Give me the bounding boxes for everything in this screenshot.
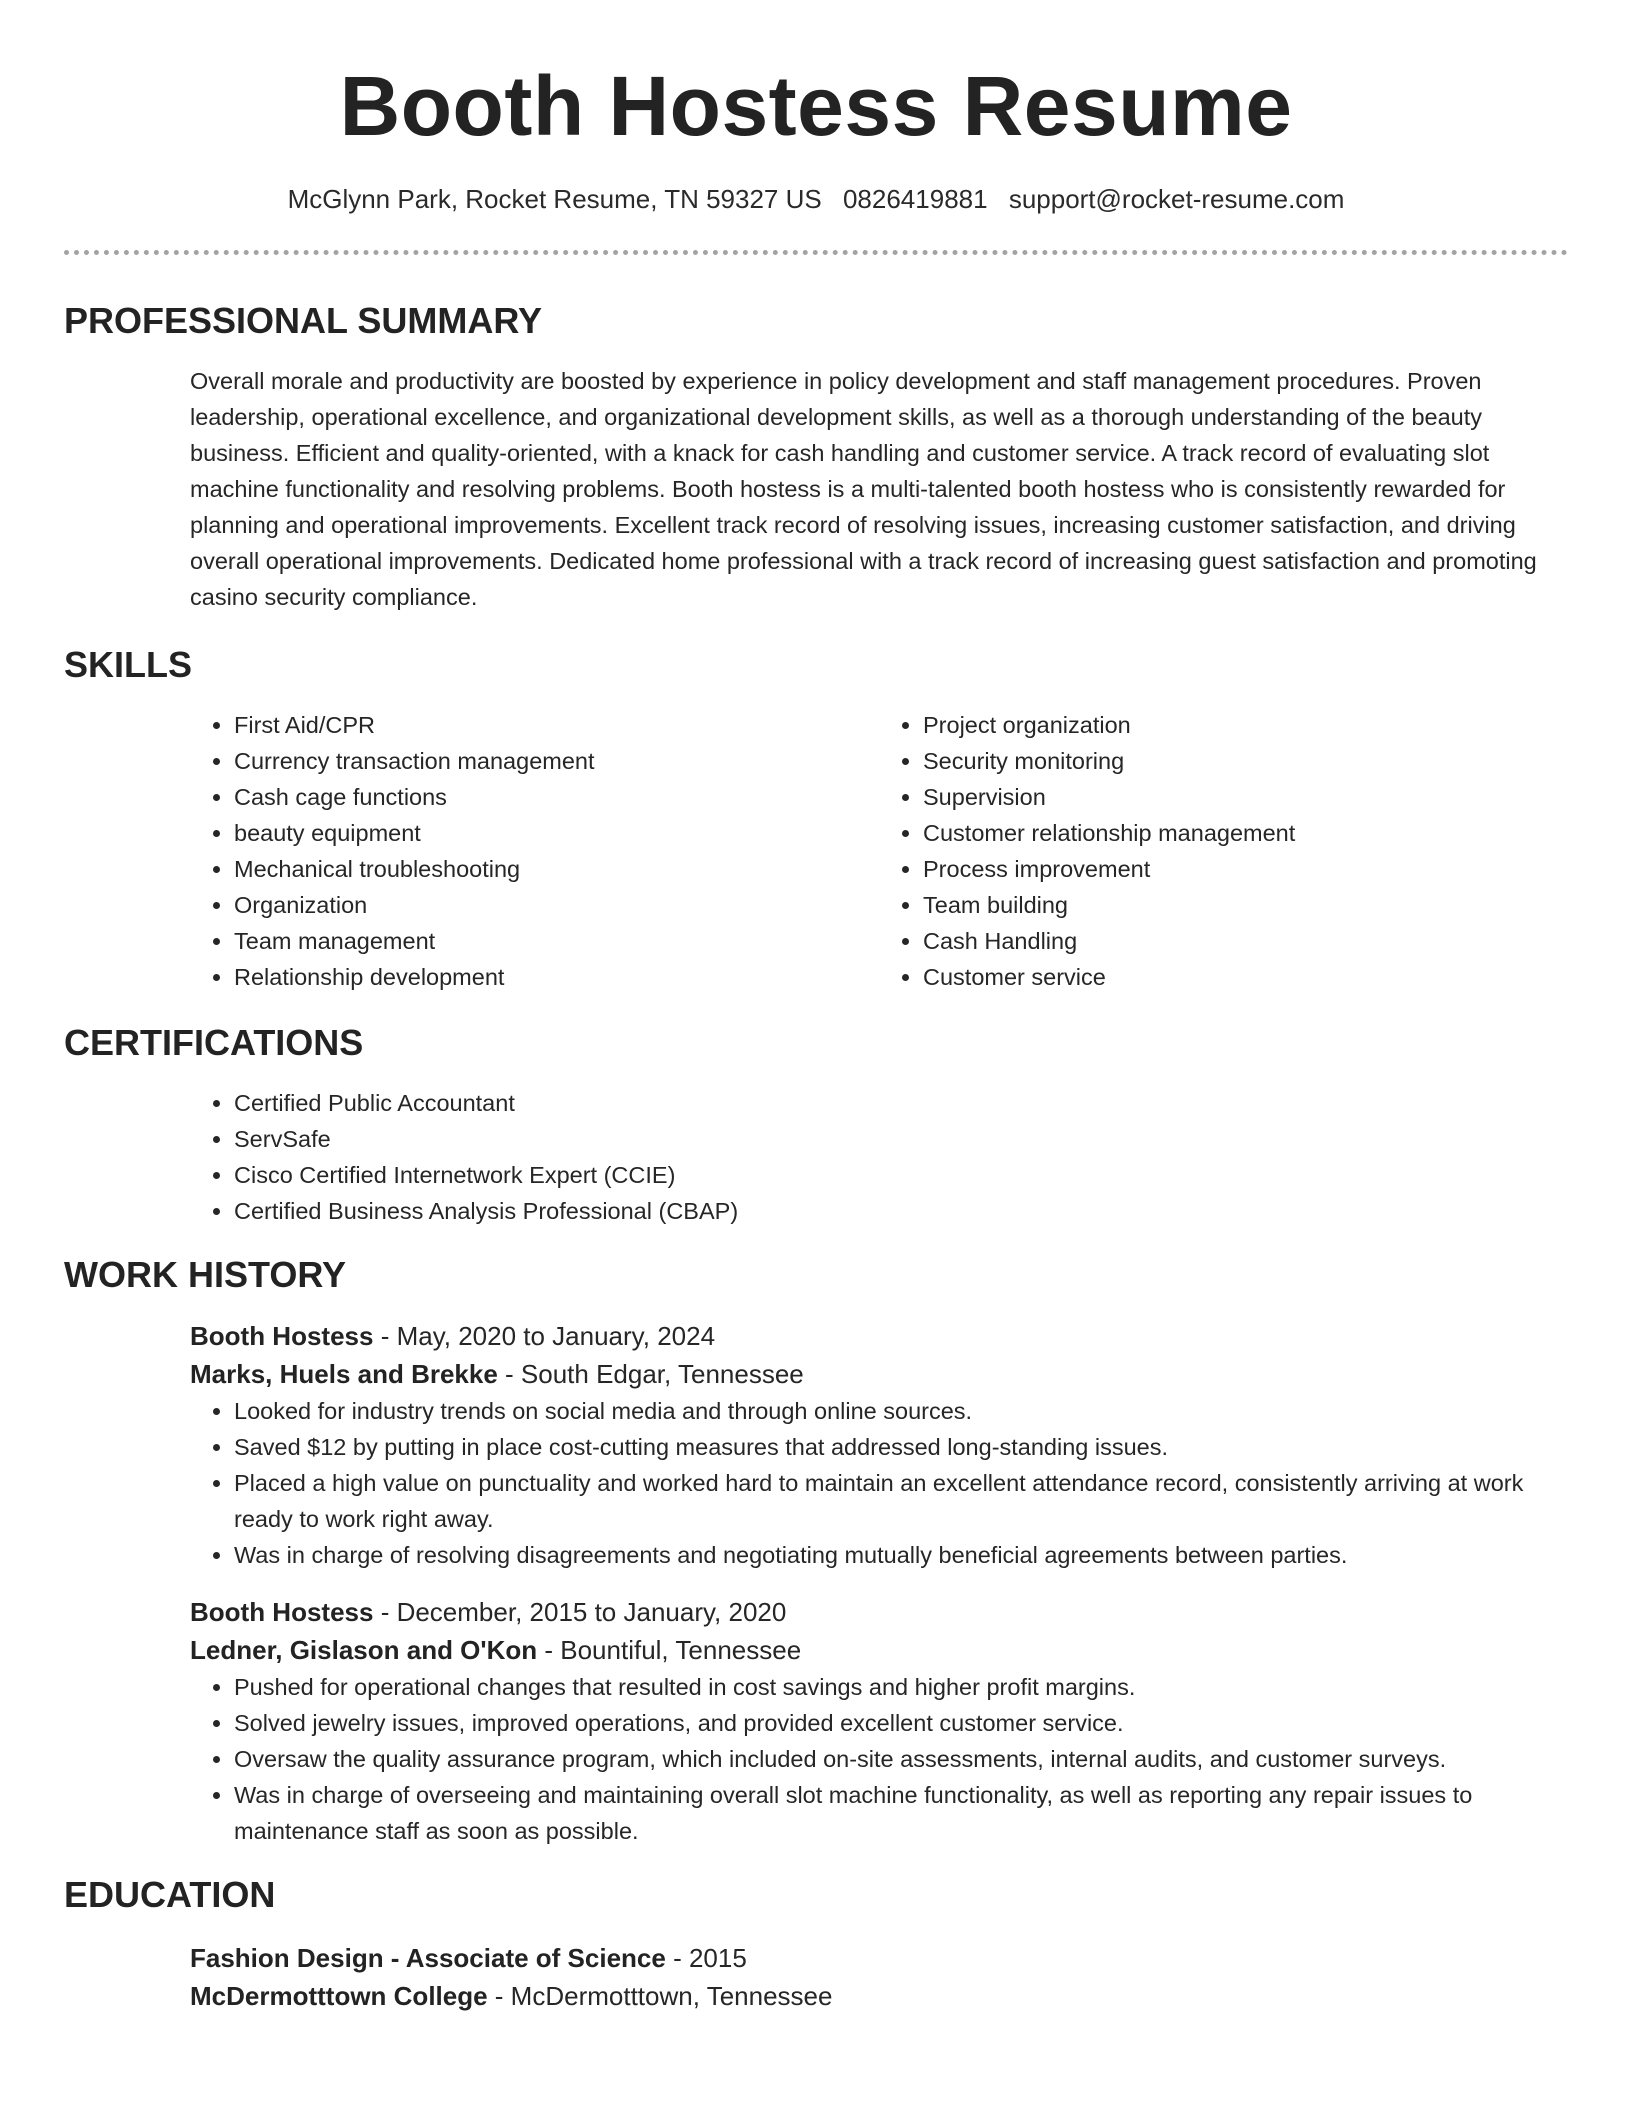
- degree-line: [190, 1939, 1568, 1977]
- job-duty-item: • Solved jewelry issues, improved operations, and provided excellent customer service.: [234, 1705, 1568, 1741]
- job-company: Ledner, Gislason and O'Kon: [190, 1635, 538, 1665]
- job-duty-item: • Oversaw the quality assurance program, which included on-site assessments, internal audits, and customer surveys.: [234, 1741, 1568, 1777]
- header-divider: [64, 250, 1568, 255]
- section-heading-skills: SKILLS: [64, 644, 193, 685]
- education-entry: [190, 1939, 1568, 2015]
- skill-item: • Customer service: [923, 959, 1568, 995]
- skill-item: • Security monitoring: [923, 743, 1568, 779]
- certifications-section: [64, 1021, 1568, 1229]
- job-duty-item: • Was in charge of resolving disagreements and negotiating mutually beneficial agreements between parties.: [234, 1537, 1568, 1573]
- school-line: [190, 1977, 1568, 2015]
- graduation-year: - 2015: [665, 1943, 747, 1973]
- work-history-section: [64, 1253, 1568, 1849]
- job-entry: [190, 1317, 1568, 1573]
- skill-item: • Cash Handling: [923, 923, 1568, 959]
- job-dates: - May, 2020 to January, 2024: [373, 1321, 716, 1351]
- skill-item: • Customer relationship management: [923, 815, 1568, 851]
- section-heading-certifications: CERTIFICATIONS: [64, 1022, 364, 1063]
- skill-item: • Mechanical troubleshooting: [234, 851, 879, 887]
- skill-item: • Currency transaction management: [234, 743, 879, 779]
- job-duty-item: • Pushed for operational changes that resulted in cost savings and higher profit margins.: [234, 1669, 1568, 1705]
- job-company-line: [190, 1355, 1568, 1393]
- certification-item: • Certified Business Analysis Professional (CBAP): [234, 1193, 1568, 1229]
- job-location: - South Edgar, Tennessee: [497, 1359, 804, 1389]
- job-title: Booth Hostess: [190, 1597, 374, 1627]
- school-name: McDermotttown College: [190, 1981, 488, 2011]
- resume-title: Booth Hostess Resume: [339, 59, 1293, 153]
- contact-email: support@rocket-resume.com: [1008, 184, 1345, 214]
- skill-item: • beauty equipment: [234, 815, 879, 851]
- job-company: Marks, Huels and Brekke: [190, 1359, 498, 1389]
- job-title-line: [190, 1593, 1568, 1631]
- contact-address: McGlynn Park, Rocket Resume, TN 59327 US: [287, 184, 822, 214]
- school-location: - McDermotttown, Tennessee: [487, 1981, 833, 2011]
- job-dates: - December, 2015 to January, 2020: [373, 1597, 787, 1627]
- skill-item: • Organization: [234, 887, 879, 923]
- summary-section: [64, 299, 1568, 615]
- degree: Fashion Design - Associate of Science: [190, 1943, 666, 1973]
- job-duties: [190, 1393, 1568, 1573]
- summary-text: Overall morale and productivity are boosted by experience in policy development and staff management procedures. Proven leadership, operational excellence, and organizational development skills, as well as a thorough understanding of the beauty business. Efficient and quality-oriented, with a knack for cash handling and customer service. A track record of evaluating slot machine functionality and resolving problems. Booth hostess is a multi-talented booth hostess who is consistently rewarded for planning and operational improvements. Excellent track record of resolving issues, increasing customer satisfaction, and driving overall operational improvements. Dedicated home professional with a track record of increasing guest satisfaction and promoting casino security compliance.: [190, 368, 1537, 610]
- job-duty-item: • Placed a high value on punctuality and worked hard to maintain an excellent attendance record, consistently arriving at work ready to work right away.: [234, 1465, 1568, 1537]
- contact-phone: 0826419881: [842, 184, 988, 214]
- section-heading-education: EDUCATION: [64, 1874, 276, 1915]
- skill-item: • Process improvement: [923, 851, 1568, 887]
- job-duty-item: • Saved $12 by putting in place cost-cutting measures that addressed long-standing issues.: [234, 1429, 1568, 1465]
- skill-item: • Relationship development: [234, 959, 879, 995]
- skills-section: [64, 643, 1568, 995]
- skill-item: • Team building: [923, 887, 1568, 923]
- job-title-line: [190, 1317, 1568, 1355]
- certification-item: • Certified Public Accountant: [234, 1085, 1568, 1121]
- job-duties: [190, 1669, 1568, 1849]
- skills-column-right: [879, 707, 1568, 995]
- skill-item: • First Aid/CPR: [234, 707, 879, 743]
- skills-column-left: [190, 707, 879, 995]
- skill-item: • Team management: [234, 923, 879, 959]
- job-entry: [190, 1593, 1568, 1849]
- job-title: Booth Hostess: [190, 1321, 374, 1351]
- skills-list: [190, 707, 1568, 995]
- certification-item: • Cisco Certified Internetwork Expert (CCIE): [234, 1157, 1568, 1193]
- skill-item: • Supervision: [923, 779, 1568, 815]
- contact-info: [64, 182, 1568, 216]
- job-duty-item: • Looked for industry trends on social media and through online sources.: [234, 1393, 1568, 1429]
- job-duty-item: • Was in charge of overseeing and maintaining overall slot machine functionality, as well as reporting any repair issues to maintenance staff as soon as possible.: [234, 1777, 1568, 1849]
- certification-item: • ServSafe: [234, 1121, 1568, 1157]
- skill-item: • Cash cage functions: [234, 779, 879, 815]
- skill-item: • Project organization: [923, 707, 1568, 743]
- education-section: [64, 1873, 1568, 2015]
- section-heading-summary: PROFESSIONAL SUMMARY: [64, 300, 543, 341]
- certifications-list: [190, 1085, 1568, 1229]
- job-company-line: [190, 1631, 1568, 1669]
- job-location: - Bountiful, Tennessee: [537, 1635, 802, 1665]
- section-heading-work-history: WORK HISTORY: [64, 1254, 347, 1295]
